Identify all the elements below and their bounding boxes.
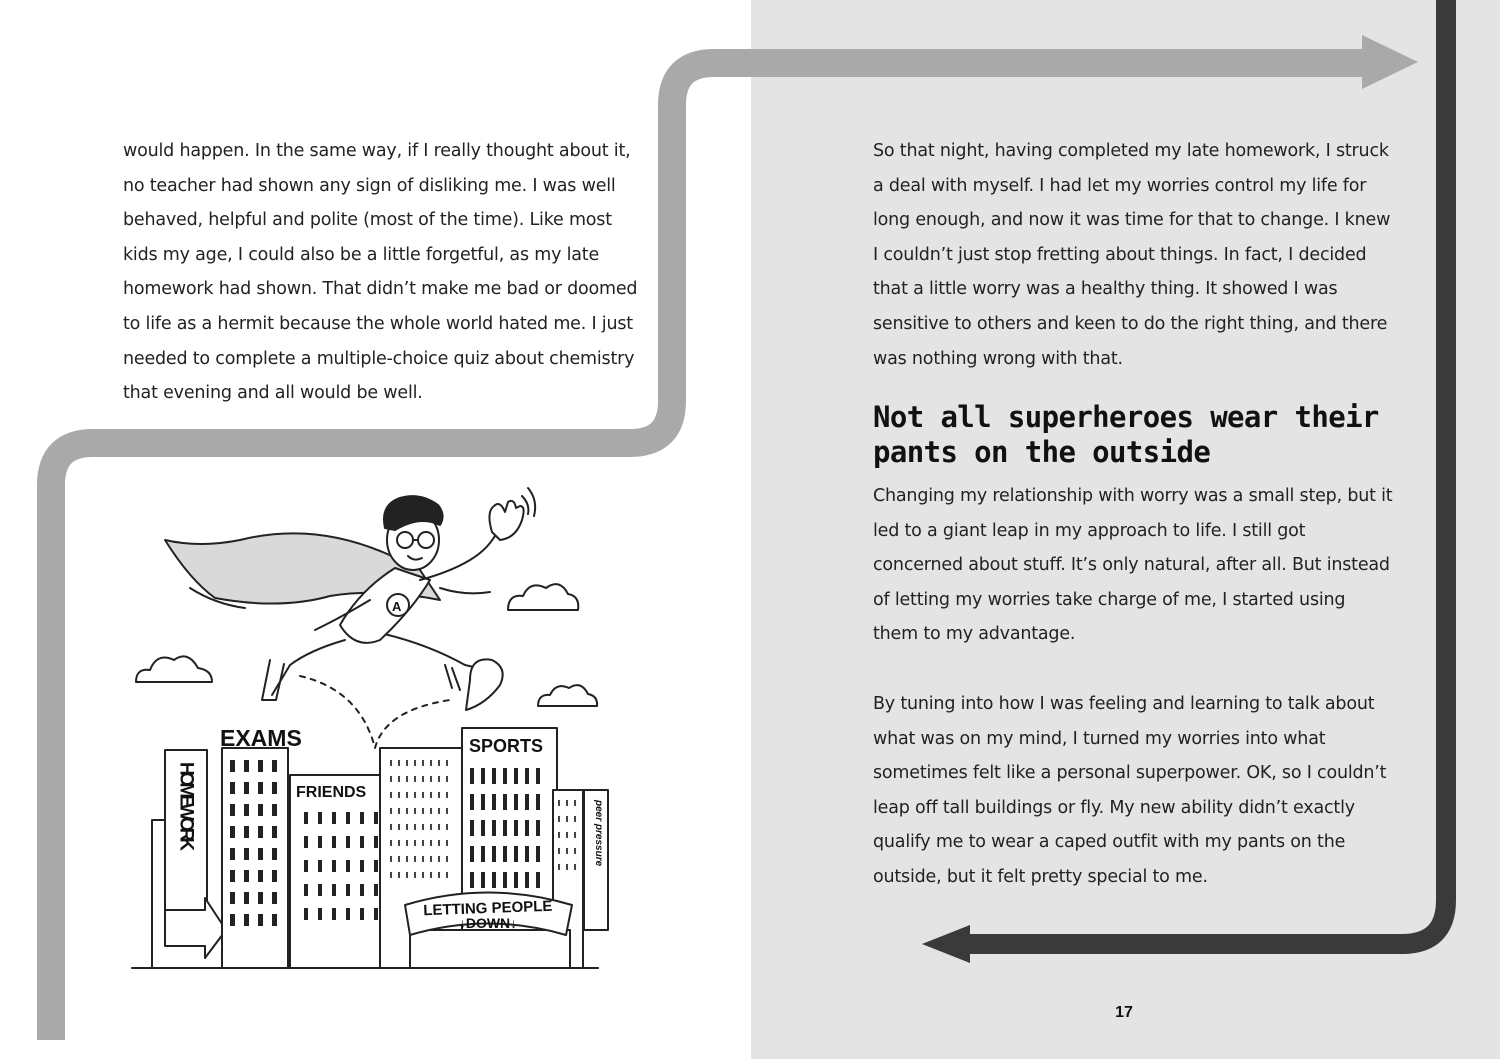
cloud-icon: [508, 584, 578, 610]
right-body-text-3: [873, 687, 1393, 895]
right-paragraph-3: By tuning into how I was feeling and learning to talk about what was on my mind, I turned my worries into what sometimes felt like a personal superpower. OK, so I couldn’t leap off tall buildings or fly. My new ability didn’t exactly qualify me to wear a caped outfit with my pants on the outside, but it felt pretty special to me.: [873, 694, 1387, 887]
down-label: ↓DOWN↓: [458, 915, 518, 931]
page-number: 17: [1115, 1004, 1133, 1021]
left-paragraph: would happen. In the same way, if I really thought about it, no teacher had shown any sign of disliking me. I was well behaved, helpful and polite (most of the time). Like most kids my age, I could also be a little forgetful, as my late homework had shown. That didn’t make me bad or doomed to life as a hermit because the whole world hated me. I just needed to complete a multiple-choice quiz about chemistry that evening and all would be well.: [123, 141, 638, 404]
store-front: [410, 930, 570, 968]
right-body-text-2: [873, 479, 1393, 652]
letting-people-label: LETTING PEOPLE: [422, 897, 553, 920]
homework-label: HOMEWORK: [175, 762, 197, 848]
exams-label: EXAMS: [220, 725, 302, 751]
jump-path-line: [300, 676, 450, 748]
glasses-icon: [397, 532, 413, 548]
chest-letter: A: [392, 599, 402, 614]
waving-hand-icon: [489, 501, 523, 540]
right-paragraph-2: Changing my relationship with worry was a small step, but it led to a giant leap in my approach to life. I still got concerned about stuff. It’s only natural, after all. But instead of letting my worries take charge of me, I started using them to my advantage.: [873, 486, 1393, 645]
right-paragraph-1: So that night, having completed my late homework, I struck a deal with myself. I had let my worries control my life for long enough, and now it was time for that to change. I knew I couldn’t just stop fretting about things. In fact, I decided that a little worry was a healthy thing. It showed I was sensitive to others and keen to do the right thing, and there was nothing wrong with that.: [873, 141, 1391, 369]
sports-label: SPORTS: [469, 736, 544, 756]
peer-pressure-label: peer pressure: [593, 800, 604, 867]
cloud-icon: [538, 685, 597, 706]
friends-label: FRIENDS: [296, 784, 367, 801]
cloud-icon: [136, 656, 212, 682]
right-body-text-1: [873, 134, 1393, 376]
shoe-icon: [466, 659, 503, 710]
section-heading: Not all superheroes wear their pants on the outside: [873, 400, 1379, 469]
